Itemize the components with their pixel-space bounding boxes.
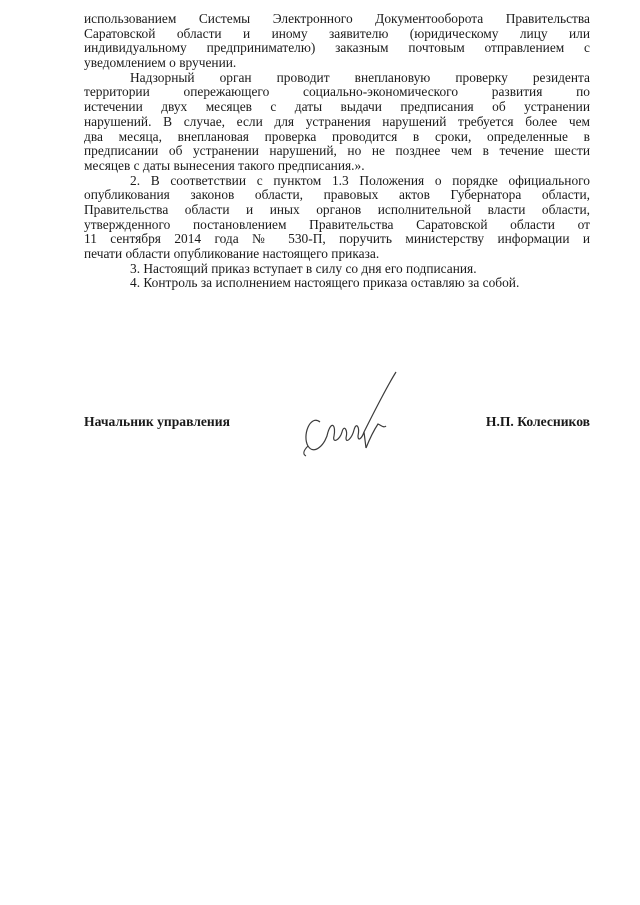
document-line: территории опережающего социально-экономического развития по [84,84,590,100]
document-line: два месяца, внеплановая проверка проводится в сроки, определенные в [84,128,590,144]
document-line: 11 сентября 2014 года № 530-П, поручить министерству информации и [84,231,590,247]
document-line: Правительства области и иных органов исполнительной власти области, [84,201,590,217]
document-body [84,12,590,291]
document-line: печати области опубликование настоящего приказа. [84,246,380,261]
document-line: 4. Контроль за исполнением настоящего приказа оставляю за собой. [130,275,520,291]
document-line: опубликования законов области, правовых актов Губернатора области, [84,187,590,203]
document-line: истечении двух месяцев с даты выдачи предписания об устранении [84,99,590,115]
signatory-name: Н.П. Колесников [485,414,590,429]
document-line: индивидуальному предпринимателю) заказным почтовым отправлением с [84,40,590,56]
document-line: месяцев с даты вынесения такого предписания.». [84,157,365,173]
signatory-title: Начальник управления [84,414,230,429]
handwritten-signature [296,364,400,464]
document-line: Саратовской области и иному заявителю (юридическому лицу или [84,25,590,41]
document-line: использованием Системы Электронного Документооборота Правительства [84,11,590,26]
document-line: нарушений. В случае, если для устранения нарушений требуется более чем [84,113,590,129]
document-line: уведомлением о вручении. [84,55,237,71]
document-line: предписании об устранении нарушений, но не позднее чем в течение шести [84,143,590,159]
document-line: утвержденного постановлением Правительства Саратовской области от [84,216,590,232]
document-line: Надзорный орган проводит внеплановую проверку резидента [130,69,590,85]
document-line: 3. Настоящий приказ вступает в силу со дня его подписания. [130,260,477,276]
document-line: 2. В соответствии с пунктом 1.3 Положения о порядке официального [130,172,590,188]
